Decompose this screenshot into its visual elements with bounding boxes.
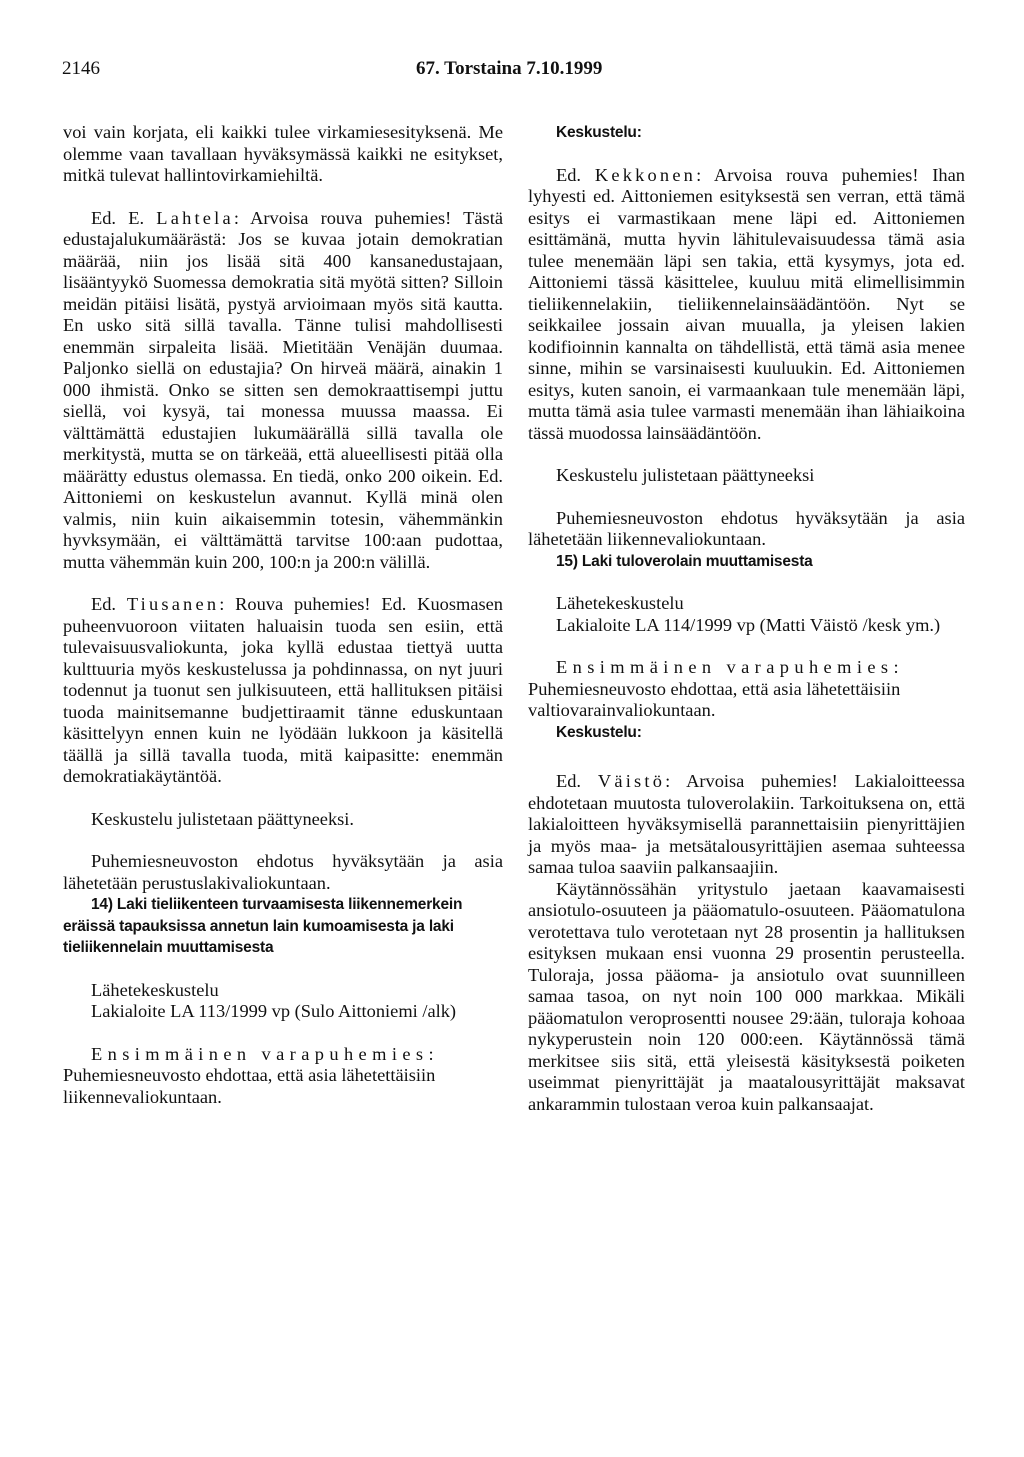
motion-reference: Lakialoite LA 114/1999 vp (Matti Väistö /kesk ym.) bbox=[556, 614, 941, 635]
speaker-prefix: Ed. bbox=[91, 594, 117, 614]
discussion-closed: Keskustelu julistetaan päättyneeksi. bbox=[91, 808, 355, 829]
speaker-prefix: Ed. bbox=[556, 164, 582, 185]
left-column bbox=[63, 122, 503, 1108]
agenda-item-14-title: 14) Laki tieliikenteen turvaamisesta liikennemerkein eräissä tapauksissa annetun lain kumoamisesta ja laki tieliikennelain muuttamisesta bbox=[63, 896, 463, 956]
decision-text: Puhemiesneuvoston ehdotus hyväksytään ja asia lähetetään liikennevaliokuntaan. bbox=[528, 507, 965, 549]
speech-text: : Rouva puhemies! Ed. Kuosmasen puheenvuoroon viitaten haluaisin tuoda sen esiin, että tulevaisuusvaliokunta, joka kyllä edustaa tiettyä uutta kulttuuria myös keskustelussa ja pohdinnassa, on nyt juuri todennut ja tuonut sen julkisuuteen, että hallituksen pitäisi tuoda mainitsemanne budjettiraamit tänne eduskuntaan käsittelyyn ennen kuin ne lyödään lukkoon ja käsitellä täällä ja sillä tavalla tuoda, mitä kaipasitte: enemmän demokratiakäytäntöä. bbox=[63, 594, 503, 786]
chair-proposal: Puhemiesneuvosto ehdottaa, että asia lähetettäisiin liikennevaliokuntaan. bbox=[63, 1065, 436, 1107]
speech-vaisto-continued: Käytännössähän yritystulo jaetaan kaavamaisesti ansiotulo-osuuteen ja pääomatulo-osuuteen. Pääomatulona verotettava tulo verotetaan nyt 28 prosentin ja hallituksen esityksen mukaan ensi vuonna 29 prosentin perusteella. Tuloraja, jossa pääoma- ja ansiotulo ovat suunnilleen samaa tasoa, on nyt noin 100 000 markkaa. Mikäli pääomatulon veroprosentti nousee 29:ään, tuloraja kohoaa nykyperustein noin 120 000:een. Käytännössä tämä merkitsee siis sitä, että yleisestä käsityksestä poiketen useimmat pienyrittäjät ja maatalousyrittäjät maksavat ankarammin tulostaan veroa kuin palkansaajat. bbox=[528, 878, 965, 1114]
decision-text: Puhemiesneuvoston ehdotus hyväksytään ja asia lähetetään perustuslakivaliokuntaan. bbox=[63, 851, 503, 893]
speech-text: : Arvoisa puhemies! Lakialoitteessa ehdotetaan muutosta tuloverolakiin. Tarkoituksena on, että lakialoitteen hyväksymisellä parannettaisiin pienyrittäjien ja myös maa- ja metsätalousyrittäjien asemaa suhteessa samaa tuloa saaviin palkansaajiin. bbox=[528, 771, 965, 877]
discussion-heading: Keskustelu: bbox=[556, 723, 642, 741]
chair-statement bbox=[528, 657, 965, 722]
speaker-name: Väistö bbox=[597, 771, 666, 791]
chair-proposal: Puhemiesneuvosto ehdottaa, että asia lähetettäisiin valtiovarainvaliokuntaan. bbox=[528, 678, 901, 720]
chair-statement bbox=[63, 1044, 503, 1109]
speech-kekkonen bbox=[528, 165, 965, 445]
speaker-name: Tiusanen bbox=[126, 594, 220, 614]
right-column bbox=[528, 122, 965, 1115]
speech-text: : Arvoisa rouva puhemies! Tästä edustajalukumäärästä: Jos se kuvaa jotain demokratian määrää, niin jos lisää sitä 400 kansanedustajaan, lisääntyykö Suomessa demokratia sitä myötä sitten? Silloin meidän pitäisi lisätä, pystyä arvioimaan myös sitä kautta. En usko sitä sillä tavalla. Tänne tulisi mahdollisesti enemmän sirpaleita lisää. Mietitään Venäjän duumaa. Paljonko siellä on edustajia? On hirveä määrä, ainakin 1 000 ihmistä. Onko se sitten sen demokraattisempi juttu siellä, voi kysyä, tai monessa muussa maassa. Ei välttämättä edustajien lukumäärällä sillä tavalla ole merkitystä, mutta se on tärkeää, että alueellisesti pitää olla määrätty edustus olemassa. En tiedä, onko 200 oikein. Ed. Aittoniemi on keskustelun avannut. Kyllä minä olen valmis, niin kuin aikaisemmin totesin, vähemmänkin hyvksymään, ei välttämättä tarvitse 100:aan pudottaa, mutta vähemmän kuin 200, 100:n ja 200:n välillä. bbox=[63, 207, 503, 572]
referral-debate-label: Lähetekeskustelu bbox=[556, 593, 684, 613]
running-title: 67. Torstaina 7.10.1999 bbox=[416, 58, 603, 79]
referral-debate-label: Lähetekeskustelu bbox=[91, 979, 219, 1000]
speech-tiusanen bbox=[63, 594, 503, 788]
speaker-name: Kekkonen bbox=[594, 164, 697, 185]
page-header bbox=[62, 58, 967, 88]
paragraph-continuation: voi vain korjata, eli kaikki tulee virkamiesesityksenä. Me olemme vaan tavallaan hyväksymässä kaikki ne esitykset, mitkä tulevat hallintovirkamiehiltä. bbox=[63, 122, 503, 185]
speaker-name: Lahtela bbox=[156, 207, 234, 228]
page-number: 2146 bbox=[62, 58, 100, 79]
speaker-prefix: Ed. bbox=[556, 771, 582, 791]
speaker-title: Ensimmäinen varapuhemies: bbox=[91, 1043, 439, 1064]
speaker-prefix: Ed. E. bbox=[91, 207, 145, 228]
discussion-closed: Keskustelu julistetaan päättyneeksi bbox=[556, 465, 815, 485]
motion-reference: Lakialoite LA 113/1999 vp (Sulo Aittoniemi /alk) bbox=[91, 1001, 457, 1021]
agenda-item-15-title: 15) Laki tuloverolain muuttamisesta bbox=[556, 552, 813, 570]
discussion-heading: Keskustelu: bbox=[556, 124, 642, 141]
speech-vaisto bbox=[528, 771, 965, 879]
speech-lahtela bbox=[63, 208, 503, 574]
speaker-title: Ensimmäinen varapuhemies: bbox=[556, 657, 904, 677]
speech-text: : Arvoisa rouva puhemies! Ihan lyhyesti ed. Aittoniemen esityksestä sen verran, että tämä esitys ei varmastikaan mene läpi ed. Aittoniemen esittämänä, mutta hyvin lähitulevaisuudessa tämä asia tulee menemään läpi sen takia, että kysymys, jota ed. Aittoniemi tässä käsittelee, kuuluu mitä elimellisimmin tieliikennelakiin, tieliikennelainsäädäntöön. Nyt se seikkailee jossain aivan muualla, ja yleisen lakien kodifioinnin kannalta on tähdellistä, että tämä asia menee sinne, mihin se varsinaisesti kuuluukin. Ed. Aittoniemen esitys, kuten sanoin, ei varmaankaan tule menemään läpi, mutta tämä asia tulee varmasti menemään ihan lähiaikoina tässä muodossa lainsäädäntöön. bbox=[528, 164, 965, 443]
